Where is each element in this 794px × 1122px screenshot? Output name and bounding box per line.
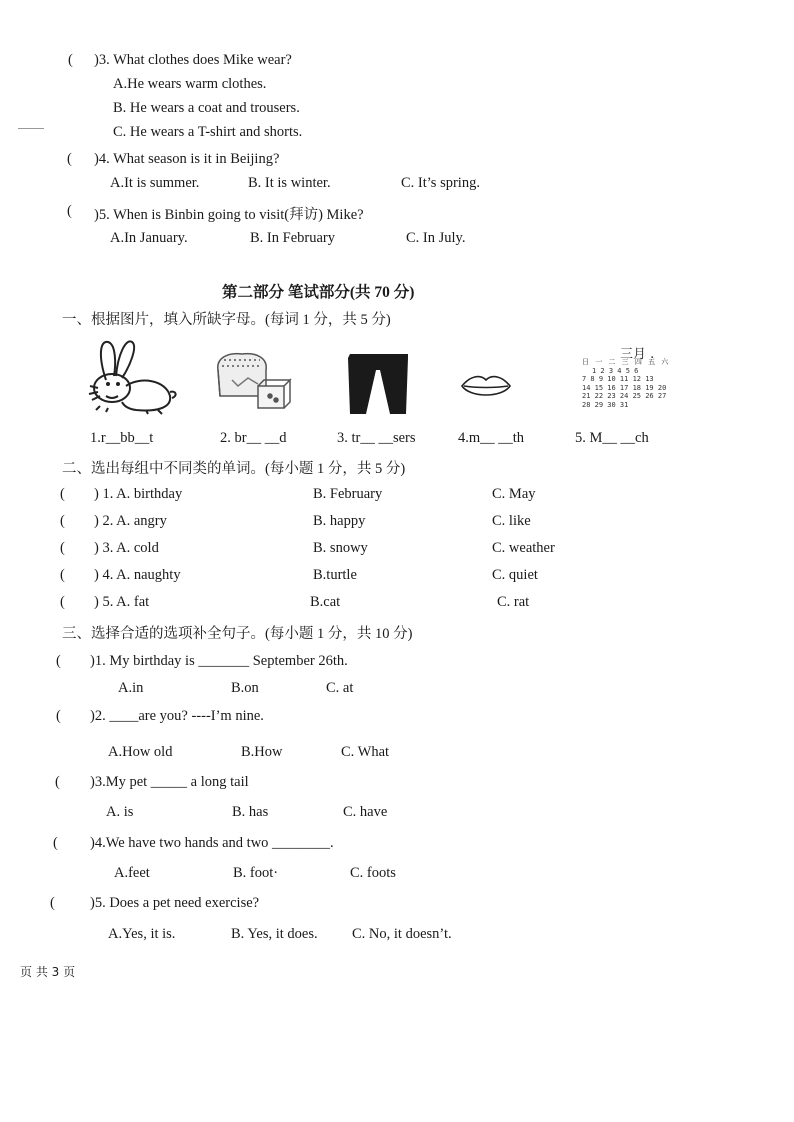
calendar-row: 28 29 30 31 — [582, 400, 629, 409]
calendar-picture — [582, 358, 669, 409]
option-b: B.on — [231, 680, 259, 696]
option-a: A.In January. — [110, 230, 188, 246]
fill-item[interactable]: 2. br__ __d — [220, 430, 287, 446]
answer-paren[interactable]: ( — [56, 708, 61, 724]
answer-paren[interactable]: ( — [56, 653, 61, 669]
option-a: A.How old — [108, 744, 173, 760]
fill-item[interactable]: 1.r__bb__t — [90, 430, 154, 446]
calendar-header: 日 一 二 三 四 五 六 — [582, 358, 670, 366]
option-c: C. May — [492, 486, 536, 502]
answer-paren[interactable]: ( — [60, 513, 65, 529]
fill-item[interactable]: 4.m__ __th — [458, 430, 525, 446]
option-a: ) 4. A. naughty — [94, 567, 181, 583]
option-c: C. What — [341, 744, 390, 760]
answer-paren[interactable]: ( — [53, 835, 58, 851]
rabbit-picture — [86, 336, 180, 416]
section-heading: 三、选择合适的选项补全句子。(每小题 1 分，共 10 分) — [62, 626, 413, 642]
option-c: C. at — [326, 680, 354, 696]
option-b: B. Yes, it does. — [231, 926, 318, 942]
option-c: C. In July. — [406, 230, 466, 246]
answer-paren[interactable]: ( — [60, 594, 65, 610]
section-heading: 二、选出每组中不同类的单词。(每小题 1 分，共 5 分) — [62, 461, 406, 477]
question-stem: )5. Does a pet need exercise? — [90, 895, 260, 911]
option-a: A.He wears warm clothes. — [113, 76, 267, 92]
answer-paren[interactable]: ( — [67, 151, 72, 167]
option-b: B. happy — [313, 513, 366, 529]
page-footer: 页 共 3 页 — [20, 965, 76, 979]
option-c: C. No, it doesn’t. — [352, 926, 452, 942]
question-stem: )5. When is Binbin going to visit(拜访) Mike? — [94, 207, 364, 223]
option-b: B. It is winter. — [248, 175, 331, 191]
option-b: B. snowy — [313, 540, 368, 556]
option-c: C. He wears a T-shirt and shorts. — [113, 124, 303, 140]
option-b: B. In February — [250, 230, 335, 246]
option-a: A. is — [106, 804, 134, 820]
option-c: C. have — [343, 804, 388, 820]
option-a: A.feet — [114, 865, 150, 881]
question-stem: )4. What season is it in Beijing? — [94, 151, 280, 167]
fill-item[interactable]: 5. M__ __ch — [575, 430, 649, 446]
option-a: ) 5. A. fat — [94, 594, 150, 610]
option-a: A.in — [118, 680, 144, 696]
option-b: B. February — [313, 486, 383, 502]
option-b: B. has — [232, 804, 269, 820]
answer-paren[interactable]: ( — [55, 774, 60, 790]
answer-paren[interactable]: ( — [60, 486, 65, 502]
margin-mark — [18, 128, 44, 129]
calendar-row: 14 15 16 17 18 19 20 — [582, 383, 667, 392]
part-title: 第二部分 笔试部分(共 70 分) — [222, 284, 415, 301]
option-a: A.Yes, it is. — [108, 926, 176, 942]
option-b: B.How — [241, 744, 283, 760]
answer-paren[interactable]: ( — [68, 52, 73, 68]
question-stem: )3. What clothes does Mike wear? — [94, 52, 292, 68]
option-c: C. rat — [497, 594, 530, 610]
option-a: ) 2. A. angry — [94, 513, 167, 529]
question-stem: )3.My pet _____ a long tail — [90, 774, 249, 790]
option-c: C. It’s spring. — [401, 175, 480, 191]
calendar-row: 7 8 9 10 11 12 13 — [582, 375, 654, 383]
question-stem: )1. My birthday is _______ September 26th. — [90, 653, 348, 669]
option-b: B.turtle — [313, 567, 357, 583]
section-heading: 一、根据图片，填入所缺字母。(每词 1 分，共 5 分) — [62, 312, 391, 328]
answer-paren[interactable]: ( — [67, 203, 72, 219]
option-a: ) 1. A. birthday — [94, 486, 183, 502]
calendar-title: 三月 . — [620, 347, 655, 362]
mouth-picture — [460, 372, 512, 402]
answer-paren[interactable]: ( — [60, 540, 65, 556]
option-c: C. quiet — [492, 567, 538, 583]
option-c: C. like — [492, 513, 531, 529]
calendar-row: 21 22 23 24 25 26 27 — [582, 392, 667, 400]
option-b: B.cat — [310, 594, 341, 610]
option-a: A.It is summer. — [110, 175, 200, 191]
calendar-row: 1 2 3 4 5 6 — [592, 366, 639, 375]
question-stem: )2. ____are you? ----I’m nine. — [90, 708, 264, 724]
bread-picture — [212, 350, 296, 418]
option-a: ) 3. A. cold — [94, 540, 159, 556]
answer-paren[interactable]: ( — [50, 895, 55, 911]
option-b: B. foot· — [233, 865, 279, 881]
question-stem: )4.We have two hands and two ________. — [90, 835, 334, 851]
option-c: C. weather — [492, 540, 555, 556]
option-b: B. He wears a coat and trousers. — [113, 100, 300, 116]
fill-item[interactable]: 3. tr__ __sers — [337, 430, 416, 446]
trousers-picture — [346, 352, 412, 416]
option-c: C. foots — [350, 865, 396, 881]
answer-paren[interactable]: ( — [60, 567, 65, 583]
